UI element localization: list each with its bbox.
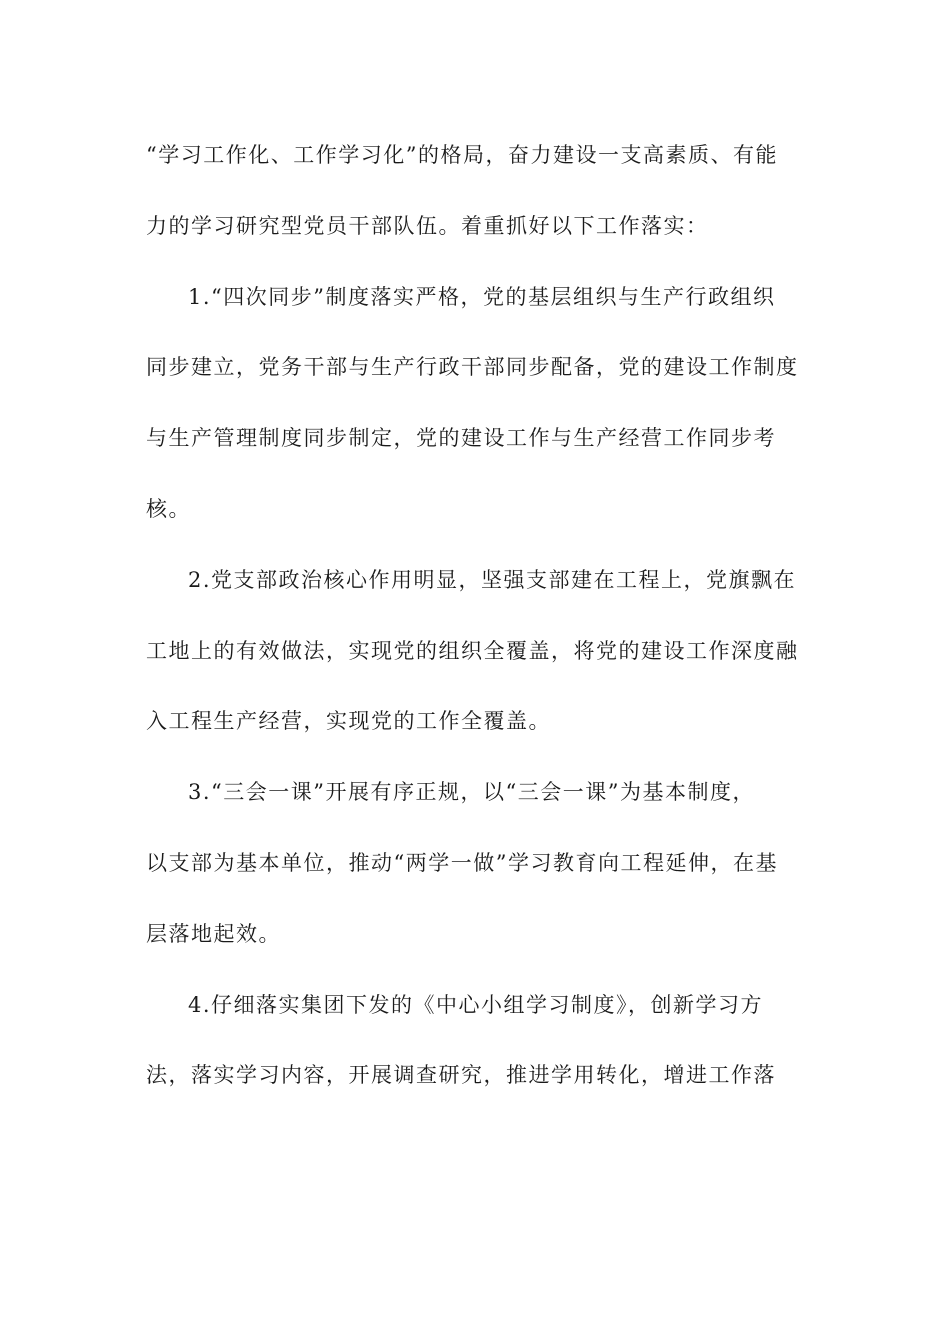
text-line-5: 与生产管理制度同步制定，党的建设工作与生产经营工作同步考 <box>146 426 776 451</box>
paragraph-2-start: 2.党支部政治核心作用明显，坚强支部建在工程上，党旗飘在 <box>188 567 797 592</box>
paragraph-4-start: 4.仔细落实集团下发的《中心小组学习制度》，创新学习方 <box>188 992 764 1017</box>
paragraph-3-start: 3.“三会一课”开展有序正规，以“三会一课”为基本制度， <box>188 780 755 805</box>
text-line-11: 以支部为基本单位，推动“两学一做”学习教育向工程延伸，在基 <box>146 850 778 875</box>
text-line-6: 核。 <box>146 496 191 521</box>
text-line-14: 法，落实学习内容，开展调查研究，推进学用转化，增进工作落 <box>146 1063 776 1088</box>
paragraph-1-start: 1.“四次同步”制度落实严格，党的基层组织与生产行政组织 <box>188 284 776 309</box>
text-line-4: 同步建立，党务干部与生产行政干部同步配备，党的建设工作制度 <box>146 355 799 380</box>
text-line-2: 力的学习研究型党员干部队伍。着重抓好以下工作落实： <box>146 213 709 238</box>
text-line-8: 工地上的有效做法，实现党的组织全覆盖，将党的建设工作深度融 <box>146 638 799 663</box>
text-line-9: 入工程生产经营，实现党的工作全覆盖。 <box>146 709 551 734</box>
text-line-12: 层落地起效。 <box>146 921 281 946</box>
text-line-1: “学习工作化、工作学习化”的格局，奋力建设一支高素质、有能 <box>146 143 778 167</box>
document-body <box>146 120 806 1111</box>
